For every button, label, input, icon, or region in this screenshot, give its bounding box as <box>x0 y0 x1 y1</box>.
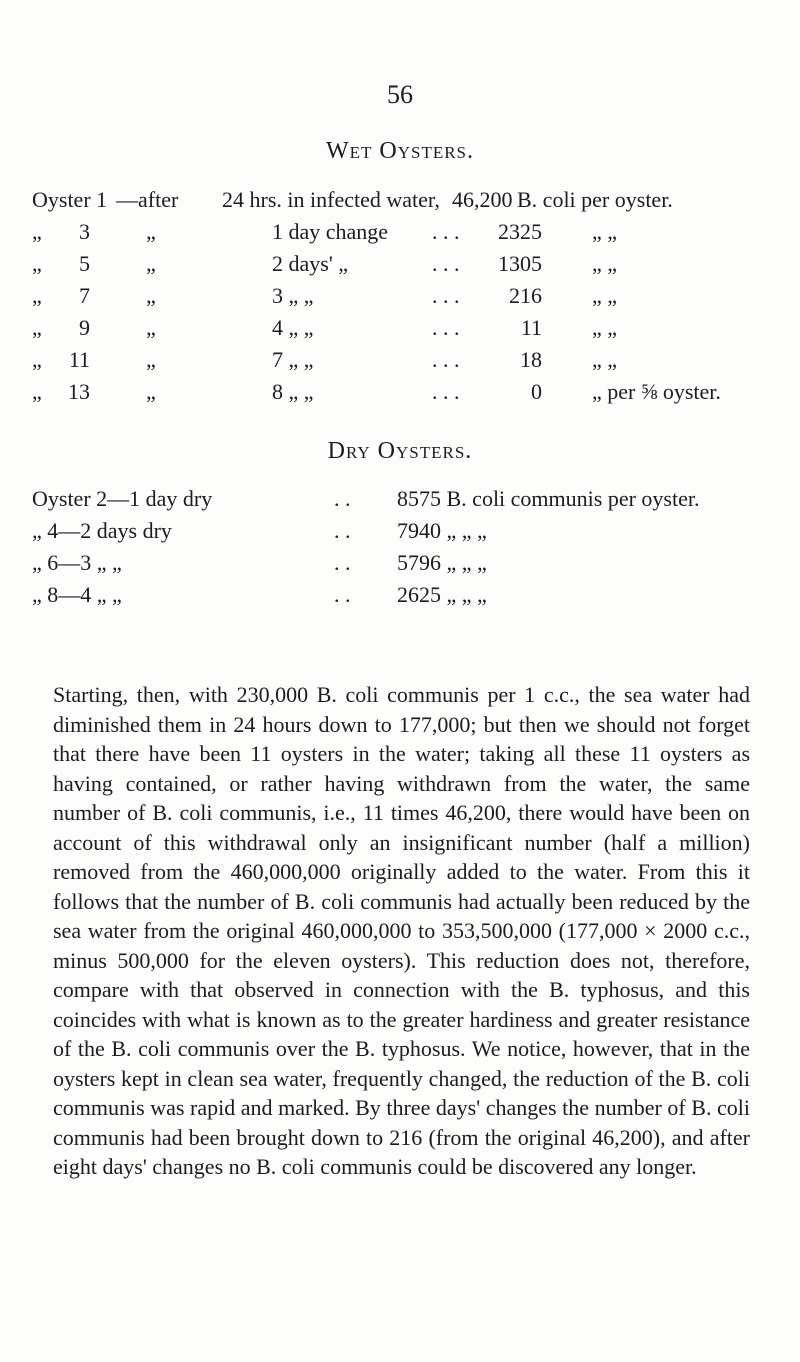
count-value: 7940 „ „ „ <box>397 518 487 543</box>
count-value: 18 <box>520 347 542 372</box>
count-value: 2625 „ „ „ <box>397 582 487 607</box>
oyster-number: 9 <box>79 315 90 340</box>
count-unit: „ „ <box>592 283 618 308</box>
leader-dots: . . . <box>432 379 460 404</box>
oyster-label: „ <box>32 379 42 404</box>
count-unit: „ „ <box>592 251 618 276</box>
oyster-number: 13 <box>68 379 90 404</box>
wet-oysters-heading: Wet Oysters. <box>325 138 475 164</box>
dry-oysters-heading: Dry Oysters. <box>327 438 473 464</box>
oyster-number: 7 <box>79 283 90 308</box>
count-value: 1305 <box>498 251 542 276</box>
oyster-label: „ <box>32 283 42 308</box>
leader-dots: . . . <box>432 251 460 276</box>
count-value: 8575 B. coli communis per oyster. <box>397 486 700 511</box>
count-value: 0 <box>531 379 542 404</box>
leader-dots: . . <box>334 582 351 607</box>
condition-text: 1 day change <box>272 219 389 244</box>
leader-dots: . . . <box>432 315 460 340</box>
oyster-number: 11 <box>68 347 90 372</box>
interval-prefix: „ <box>146 347 156 372</box>
oyster-label: „ <box>32 251 42 276</box>
body-paragraph: Starting, then, with 230,000 B. coli communis per 1 c.c., the sea water had diminished them in 24 hours down to 177,000; but then we should not forget that there have been 11 oysters in the water; taking all these 11 oysters as having contained, or rather having withdrawn from the water, the same number of B. coli communis, i.e., 11 times 46,200, there would have been on account of this withdrawal only an insignificant number (half a million) removed from the 460,000,000 originally added to the water. From this it follows that the number of B. coli communis had actually been reduced by the sea water from the original 460,000,000 to 353,500,000 (177,000 × 2000 c.c., minus 500,000 for the eleven oysters). This reduction does not, therefore, compare with that observed in connection with the B. typhosus, and this coincides with what is known as to the greater hardiness and greater resistance of the B. coli communis over the B. typhosus. We notice, however, that in the oysters kept in clean sea water, frequently changed, the reduction of the B. coli communis was rapid and marked. By three days' changes the number of B. coli communis had been brought down to 216 (from the original 46,200), and after eight days' changes no B. coli communis could be discovered any longer. <box>53 682 750 1179</box>
oyster-label: „ 8—4 „ „ <box>32 582 122 607</box>
count-unit: „ „ <box>592 347 618 372</box>
oyster-label: „ 4—2 days dry <box>32 518 172 543</box>
leader-dots: . . . <box>432 283 460 308</box>
condition-text: 7 „ „ <box>272 347 314 372</box>
condition-text: 8 „ „ <box>272 379 314 404</box>
oyster-label: „ <box>32 219 42 244</box>
count-value: 2325 <box>498 219 542 244</box>
count-value: 46,200 <box>452 187 513 212</box>
oyster-label: „ <box>32 347 42 372</box>
interval-prefix: „ <box>146 379 156 404</box>
oyster-label: „ 6—3 „ „ <box>32 550 122 575</box>
count-unit: „ per ⅝ oyster. <box>592 379 721 404</box>
oyster-number: 3 <box>79 219 90 244</box>
interval-prefix: „ <box>146 251 156 276</box>
condition-text: 3 „ „ <box>272 283 314 308</box>
leader-dots: . . <box>334 550 351 575</box>
condition-text: 4 „ „ <box>272 315 314 340</box>
oyster-label: Oyster 2—1 day dry <box>32 486 213 511</box>
count-unit: B. coli per oyster. <box>517 187 673 212</box>
count-value: 11 <box>520 315 542 340</box>
interval-prefix: „ <box>146 315 156 340</box>
count-unit: „ „ <box>592 219 618 244</box>
interval-prefix: —after <box>116 187 179 212</box>
count-unit: „ „ <box>592 315 618 340</box>
leader-dots: . . <box>334 518 351 543</box>
condition-text: 24 hrs. in infected water, <box>222 187 440 212</box>
interval-prefix: „ <box>146 283 156 308</box>
oyster-number: 5 <box>79 251 90 276</box>
interval-prefix: „ <box>146 219 156 244</box>
leader-dots: . . . <box>432 219 460 244</box>
count-value: 5796 „ „ „ <box>397 550 487 575</box>
page-number: 56 <box>387 80 413 109</box>
leader-dots: . . <box>334 486 351 511</box>
condition-text: 2 days' „ <box>272 251 349 276</box>
leader-dots: . . . <box>432 347 460 372</box>
count-value: 216 <box>509 283 542 308</box>
oyster-label: „ <box>32 315 42 340</box>
oyster-label: Oyster 1 <box>32 187 108 212</box>
